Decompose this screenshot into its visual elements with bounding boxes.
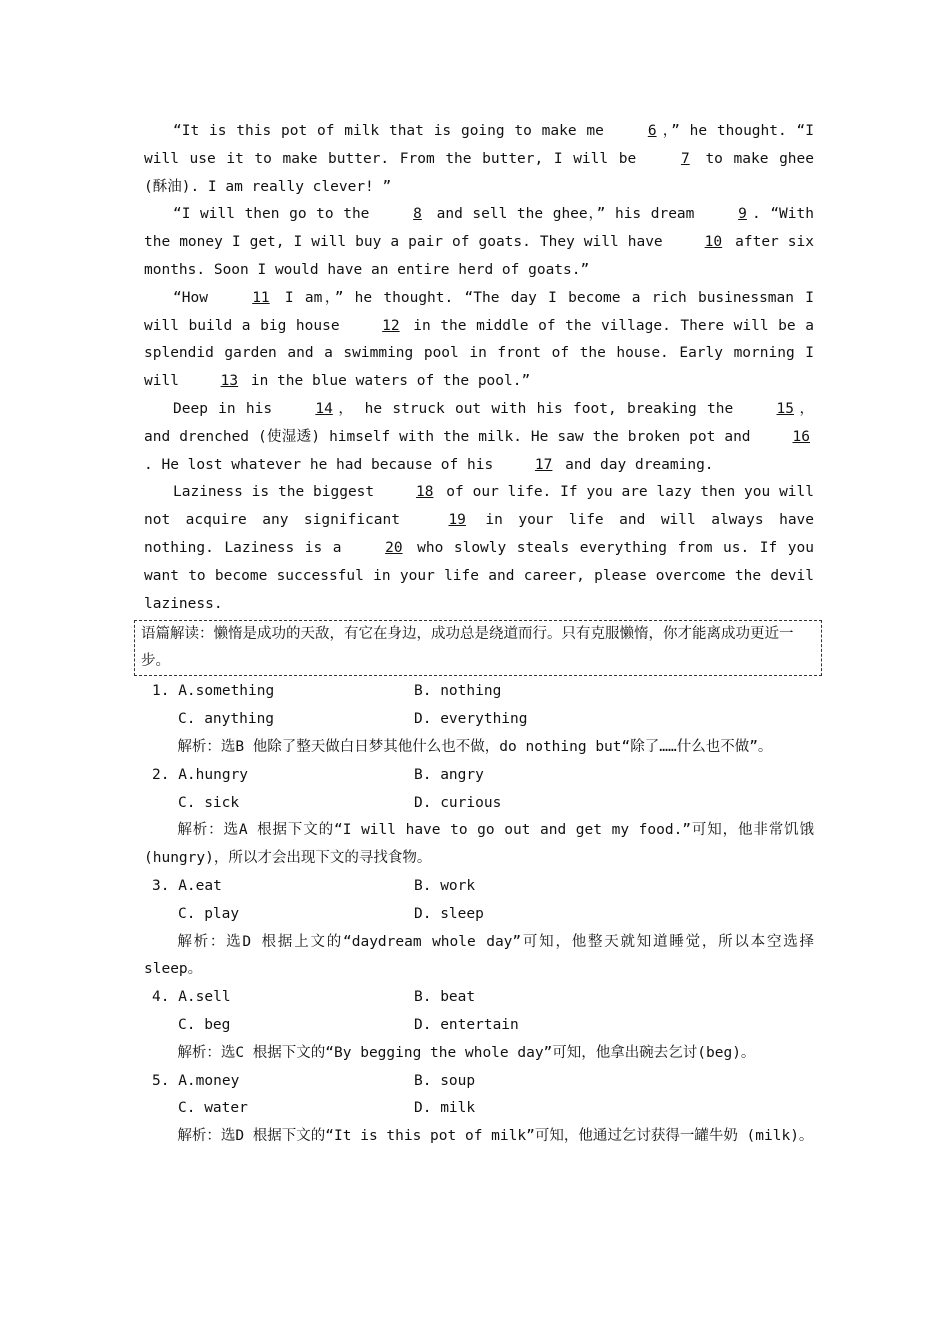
text: after six months. Soon I would have an entire herd of goats.” bbox=[144, 234, 814, 278]
options-row bbox=[144, 1012, 814, 1040]
analysis-text: 解析：选D 根据下文的“It is this pot of milk”可知，他通过乞讨获得一罐牛奶 (milk)。 bbox=[177, 1128, 814, 1145]
text: and sell the ghee，” his dream bbox=[427, 206, 704, 223]
blank-14: 14 bbox=[315, 400, 333, 417]
option-a: 1. A.something bbox=[152, 683, 275, 700]
paragraph-2 bbox=[144, 201, 814, 284]
option-a: 5. A.money bbox=[152, 1072, 240, 1089]
options-row bbox=[144, 1068, 814, 1096]
options-row bbox=[144, 984, 814, 1012]
question-3 bbox=[144, 873, 814, 984]
text: I am，” he thought. “The day I become a rich businessman I will build a big house bbox=[144, 289, 814, 334]
option-a: 2. A.hungry bbox=[152, 766, 249, 783]
option-b: B. nothing bbox=[414, 683, 502, 700]
blank-20: 20 bbox=[385, 539, 403, 556]
option-b: B. soup bbox=[414, 1072, 476, 1089]
option-c: C. sick bbox=[178, 794, 240, 811]
blank-6: 6 bbox=[647, 123, 657, 139]
analysis-text: 解析：选A 根据下文的“I will have to go out and get my food.”可知，他非常饥饿(hungry)，所以才会出现下文的寻找食物。 bbox=[144, 822, 814, 867]
blank-9: 9 bbox=[738, 206, 747, 223]
blank-16: 16 bbox=[792, 428, 810, 445]
blank-8: 8 bbox=[413, 206, 422, 223]
blank-11: 11 bbox=[252, 289, 270, 306]
option-c: C. beg bbox=[178, 1016, 231, 1033]
text: . He lost whatever he had because of his bbox=[144, 456, 502, 473]
blank-13: 13 bbox=[220, 373, 239, 390]
option-d: D. sleep bbox=[414, 905, 484, 922]
blank-17: 17 bbox=[534, 456, 553, 473]
question-2 bbox=[144, 762, 814, 873]
blank-19: 19 bbox=[448, 512, 466, 529]
option-d: D. curious bbox=[414, 794, 502, 811]
paragraph-3 bbox=[144, 285, 814, 396]
option-b: B. beat bbox=[414, 989, 476, 1006]
text: . “With the money I get, I will buy a pair of goats. They will have bbox=[144, 206, 814, 251]
options-row bbox=[144, 678, 814, 706]
text: Laziness is the biggest bbox=[173, 484, 383, 501]
option-d: D. milk bbox=[414, 1100, 476, 1117]
text: ， and drenched (使湿透) himself with the milk. He saw the broken pot and bbox=[144, 400, 814, 445]
options-row bbox=[144, 1095, 814, 1123]
text: “I will then go to the bbox=[173, 206, 380, 223]
options-row bbox=[144, 762, 814, 790]
option-b: B. work bbox=[414, 877, 476, 894]
options-row bbox=[144, 790, 814, 818]
question-5 bbox=[144, 1068, 814, 1151]
blank-12: 12 bbox=[382, 317, 400, 334]
text: “It is this pot of milk that is going to make me bbox=[173, 123, 614, 139]
text: who slowly steals everything from us. If you want to become successful in your life and career, please overcome the devil laziness. bbox=[144, 539, 814, 612]
text: “How bbox=[173, 289, 220, 306]
analysis-text: 解析：选D 根据上文的“daydream whole day”可知，他整天就知道睡觉，所以本空选择sleep。 bbox=[144, 933, 814, 978]
options-row bbox=[144, 901, 814, 929]
blank-18: 18 bbox=[415, 484, 434, 501]
text: to make ghee (酥油). I am really clever! ” bbox=[144, 150, 814, 195]
text: in the blue waters of the pool.” bbox=[242, 373, 531, 390]
option-b: B. angry bbox=[414, 766, 484, 783]
options-row bbox=[144, 706, 814, 734]
option-d: D. entertain bbox=[414, 1016, 519, 1033]
text: Deep in his bbox=[173, 400, 283, 417]
option-a: 3. A.eat bbox=[152, 877, 222, 894]
text: and day dreaming. bbox=[556, 456, 714, 473]
text: of our life. If you are lazy then you will not acquire any significant bbox=[144, 484, 814, 529]
option-c: C. play bbox=[178, 905, 240, 922]
question-4 bbox=[144, 984, 814, 1067]
question-1 bbox=[144, 678, 814, 761]
options-row bbox=[144, 873, 814, 901]
blank-10: 10 bbox=[704, 234, 723, 251]
text: ，” he thought. “I will use it to make butter. From the butter, I will be bbox=[144, 123, 814, 167]
text: in your life and will always have nothing. Laziness is a bbox=[144, 512, 815, 556]
paragraph-1 bbox=[144, 118, 814, 201]
option-c: C. anything bbox=[178, 711, 275, 728]
analysis-text: 解析：选B 他除了整天做白日梦其他什么也不做，do nothing but“除了……什么也不做”。 bbox=[177, 738, 773, 755]
paragraph-4 bbox=[144, 396, 814, 479]
text: in the middle of the village. There will be a splendid garden and a swimming pool in front of the house. Early morning I will bbox=[144, 317, 814, 390]
text: ， he struck out with his foot, breaking the bbox=[336, 400, 744, 417]
option-d: D. everything bbox=[414, 711, 528, 728]
option-c: C. water bbox=[178, 1100, 248, 1117]
blank-7: 7 bbox=[680, 150, 690, 167]
paragraph-5 bbox=[144, 479, 814, 618]
analysis-text: 解析：选C 根据下文的“By begging the whole day”可知，他拿出碗去乞讨(beg)。 bbox=[177, 1044, 756, 1061]
blank-15: 15 bbox=[776, 400, 794, 417]
passage-summary-box: 语篇解读：懒惰是成功的天敌，有它在身边，成功总是绕道而行。只有克服懒惰，你才能离成功更近一步。 bbox=[134, 620, 822, 676]
option-a: 4. A.sell bbox=[152, 989, 231, 1006]
